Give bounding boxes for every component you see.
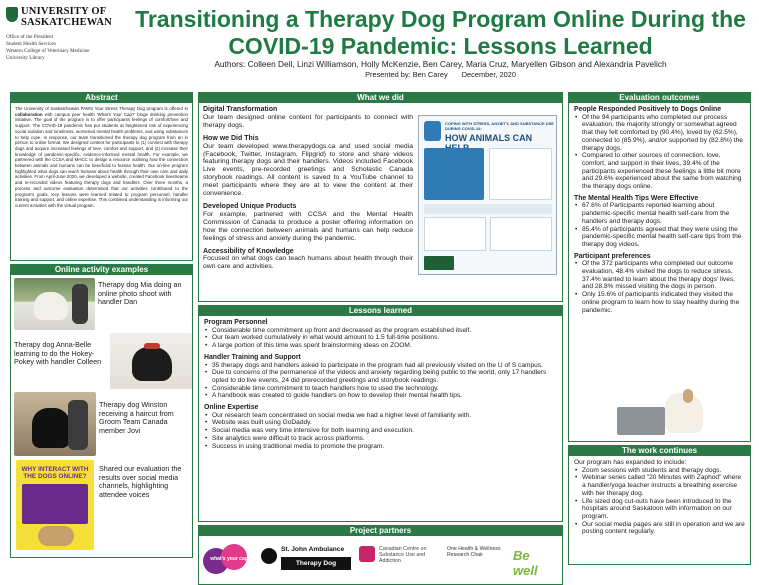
list-item: • Due to concerns of the permanence of the videos and anxiety regarding being public to the world, only 17 handlers opted to do live events, 24 did prerecorded greetings and storybook readings. [204, 369, 557, 384]
caption-mia: Therapy dog Mia doing an online photo shoot with handler Dan [98, 280, 182, 307]
caption-anna-belle: Therapy dog Anna-Belle learning to do the Hokey-Pokey with handler Colleen [14, 340, 102, 367]
poster-title: Transitioning a Therapy Dog Program Online During the COVID-19 Pandemic: Lessons Learned [135, 6, 746, 59]
presenter: Presented by: Ben Carey [365, 70, 448, 79]
what-we-did-text [203, 106, 413, 271]
groomer-icon [68, 400, 88, 450]
list-item: • Life sized dog cut-outs have been introduced to the hospitals around Saskatoon with information on our program. [574, 498, 745, 521]
section-text: For example, partnered with CCSA and the Mental Health Commission of Canada to produce a poster offering information on how the connection between animals and humans can help reduce feelings of stress and anxiety during the pandemic. [203, 210, 413, 242]
whats-your-cap-logo [203, 542, 253, 580]
outcome-title: Participant preferences [574, 252, 651, 260]
list-item: • 67.6% of Participants reported learning about pandemic-specific mental health self-care from the handlers and therapy dogs. [574, 202, 745, 225]
list-item: • Of the 372 participants who completed our outcome evaluation, 48.4% visited the dogs to reduce stress, 37.4% wanted to learn about the therapy dogs' lives, and 28.8% missed visiting the dogs in person. [574, 260, 745, 291]
continues-list [574, 467, 745, 536]
list-item: • 35 therapy dogs and handlers asked to participate in the program had all previously visited on the U of S campus. [204, 362, 557, 370]
abstract-text: The University of Saskatchewan PAWS Your Stress Therapy Dog program is offered in [15, 106, 188, 111]
logo-line-1: UNIVERSITY OF [21, 6, 107, 17]
info-block-left [424, 148, 484, 200]
st-john-logo [261, 544, 353, 578]
infographic-subtitle: COPING WITH STRESS, ANXIETY, AND SUBSTANCE USE DURING COVID-19: [445, 121, 554, 131]
lesson-title: Program Personnel [204, 319, 268, 326]
lesson-title: Online Expertise [204, 404, 259, 412]
list-item: • Only 15.6% of participants indicated they visited the online program to learn how to stay healthy during the pandemic. [574, 291, 745, 314]
lessons-heading: Lessons learned [198, 305, 563, 316]
abstract-bold: collaboration [15, 111, 43, 117]
info-block-bl [424, 217, 486, 251]
section-text: Our team developed www.therapydogs.ca and used social media (Facebook, Twitter, Instagram, Flipgrid) to store and share videos featuring therapy dogs and their handlers. Videos included Facebook Live events, pre-recorded greetings and Scholastic Canada storybook readings. All content is saved to a YouTube channel to meet participants where they are at to view the content at their convenience. [203, 142, 413, 198]
partners-panel [198, 536, 563, 585]
bandana-icon [144, 343, 160, 349]
section-title: Digital Transformation [203, 106, 278, 113]
lesson-list [204, 362, 557, 401]
poster-header [0, 0, 759, 92]
office-item: Office of the President [6, 34, 54, 40]
column-right [568, 92, 751, 565]
poster-title-line-1: WHY INTERACT WITH [21, 466, 89, 473]
caption-winston: Therapy dog Winston receiving a haircut from Groom Team Canada member Jovi [99, 400, 174, 435]
list-item: • Compared to other sources of connection, love, comfort, and support in their lives, 39.4% of the participants experienced these feelings a little bit more and 29.6% experienced about the same from watching the therapy dogs online. [574, 152, 745, 191]
be-well-logo [513, 540, 557, 580]
section-title: Developed Unique Products [203, 202, 297, 210]
column-left [10, 92, 193, 558]
logo-label: One Health & Wellness Research Chair [447, 546, 501, 558]
lessons-panel [198, 316, 563, 522]
laptop-icon [617, 407, 665, 435]
list-item: • Our social media pages are still in operation and we are posting content regularly. [574, 521, 745, 536]
office-item: Western College of Veterinary Medicine [6, 48, 90, 54]
black-dog-icon [132, 347, 172, 381]
handler-icon [72, 284, 88, 324]
evaluation-poster [16, 460, 94, 550]
mia-photo [14, 278, 95, 330]
section-title: Accessibility of Knowledge [203, 247, 294, 255]
outcome-title: People Responded Positively to Dogs Online [574, 106, 722, 113]
dog-laptop-illustration [613, 385, 709, 437]
list-item: • Considerable time commitment to teach handlers how to used the technology. [204, 385, 557, 393]
list-item: • Considerable time commitment up front and decreased as the program established itself. [204, 327, 557, 335]
crest-icon [6, 7, 18, 22]
continues-panel [568, 456, 751, 565]
continues-heading: The work continues [568, 445, 751, 456]
list-item: • Website was built using GoDaddy. [204, 419, 557, 427]
list-item: • Of the 94 participants who completed our process evaluation, the majority strongly or somewhat agreed that they felt comforted by (90.4%), loved by (62.5%), connected to (85.9%), and/or supported by (82.8%) the therapy dogs. [574, 114, 745, 153]
presented-line [128, 70, 753, 79]
logo-line-2: SASKATCHEWAN [21, 17, 112, 28]
list-item: • A large portion of this time was spent brainstorming ideas on ZOOM. [204, 342, 557, 350]
list-item: • Zoom sessions with students and therapy dogs. [574, 467, 745, 475]
outcome-list [574, 114, 745, 191]
column-middle [198, 92, 563, 585]
lesson-list [204, 327, 557, 350]
poster-date: December, 2020 [461, 70, 516, 79]
outcome-list [574, 260, 745, 314]
lesson-list [204, 412, 557, 451]
logo-label: Be well [513, 548, 538, 578]
info-strip [424, 204, 552, 214]
cross-icon [261, 548, 277, 564]
dog-icon [38, 526, 74, 546]
logo-label: Therapy Dog [281, 557, 351, 570]
partners-heading: Project partners [198, 525, 563, 536]
what-we-did-heading: What we did [198, 92, 563, 103]
one-health-logo [447, 546, 503, 576]
outcomes-panel [568, 103, 751, 442]
white-dog-icon [34, 292, 68, 320]
list-item: • A handbook was created to guide handlers on how to develop their mental health tips. [204, 392, 557, 400]
ccsa-icon [359, 546, 375, 562]
university-logo [6, 6, 118, 62]
ccsa-logo [359, 542, 439, 580]
examples-panel [10, 275, 193, 558]
info-block-br [490, 217, 552, 251]
dog-head-icon [424, 121, 441, 141]
list-item: • Social media was very time intensive for both learning and execution. [204, 427, 557, 435]
list-item: • Our research team concentrated on social media we had a higher level of familiarity with. [204, 412, 557, 420]
list-item: • Site analytics were difficult to track across platforms. [204, 435, 557, 443]
abstract-text-rest: with campus peer health 'What's Your Cap?' binge drinking prevention initiative. The goal of the program is to offer participants feelings of comfort/love and support. The COVID-19 pandemic has put students at heightened risk of experiencing social isolation and loneliness, worsened mental health problems, and using substances to help cope. In response, our team transitioned the therapy dog program from an in person to online format. We designed content for participants to (1) connect with therapy dogs and acquire increased feelings of love, comfort and support, and (2) increase their knowledge of pandemic-specific, evidence-informed mental health. For example, we partnered with the CCSA and MHCC to design a resource outlining how the connection between animals and humans can be beneficial to human health. Our on-line program highlighted what dogs can teach humans about health through their own care and daily activities. From April-June 2020, we developed a website, created Facebook livestreams and re-recorded videos featuring therapy dogs and handlers. Over three months, a process and outcome evaluation determined that our activities contributed to the program's goals. Key lessons were learned related to program personnel, handler training and support, and online expertise. This combined understanding is informing our current activities with the virtual program. [15, 111, 188, 208]
what-we-did-panel [198, 103, 563, 302]
abstract-panel [10, 103, 193, 261]
logo-label: St. John Ambulance [281, 546, 345, 553]
outcome-title: The Mental Health Tips Were Effective [574, 194, 699, 202]
offices-list [6, 34, 118, 62]
poodle-icon [32, 408, 70, 448]
logo-label: what's your cap [210, 556, 248, 562]
dog-ear-icon [683, 389, 693, 403]
quote-box [22, 484, 88, 524]
list-item: • Success in using traditional media to promote the program. [204, 443, 557, 451]
list-item: • Webinar series called "20 Minutes with Zaphod" where a handler/yoga teacher instructs a breathing exercise with her therapy dog. [574, 474, 745, 497]
anna-belle-photo [110, 333, 192, 389]
poster-title-line-2: THE DOGS ONLINE? [23, 473, 87, 480]
usask-logo-icon [424, 256, 454, 270]
section-title: How we Did This [203, 134, 259, 142]
infographic-poster [418, 115, 557, 275]
logo-label: Canadian Centre on Substance Use and Addiction [379, 546, 427, 565]
lesson-title: Handler Training and Support [204, 353, 301, 361]
office-item: Student Health Services [6, 41, 56, 47]
continues-intro: Our program has expanded to include: [574, 459, 687, 466]
examples-heading: Online activity examples [10, 264, 193, 275]
authors-line: Authors: Colleen Dell, Linzi Williamson, Holly McKenzie, Ben Carey, Maria Cruz, Maryellen Gibson and Alexandria Pavelich [214, 59, 667, 69]
outcomes-heading: Evaluation outcomes [568, 92, 751, 103]
caption-evaluation: Shared our evaluation the results over social media channels, highlighting attendee voices [99, 464, 182, 499]
office-item: University Library [6, 55, 45, 61]
winston-photo [14, 392, 96, 456]
section-text: Focused on what dogs can teach humans about health through their own care and activities. [203, 255, 413, 271]
list-item: • 85.4% of participants agreed that they were using the pandemic-specific mental health self-care tips from the therapy dog videos. [574, 226, 745, 249]
list-item: • Our team worked cumulatively in what would amount to 1.5 full-time positions. [204, 334, 557, 342]
abstract-heading: Abstract [10, 92, 193, 103]
infographic-title: HOW ANIMALS CAN [445, 133, 533, 143]
outcome-list [574, 202, 745, 248]
info-block-right [489, 148, 552, 200]
section-text: Our team designed online content for participants to connect with therapy dogs. [203, 113, 413, 129]
